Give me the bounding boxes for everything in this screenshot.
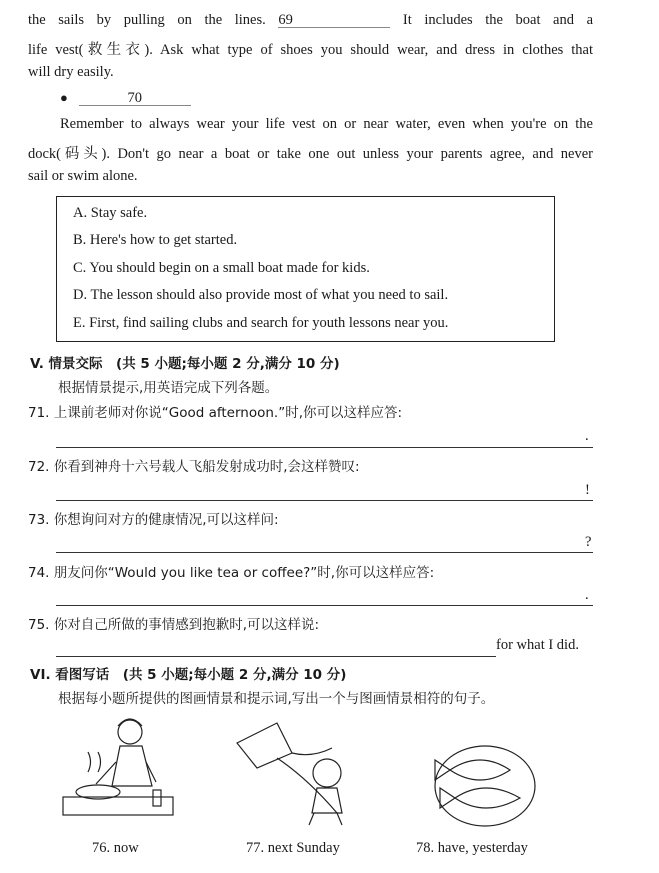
section-6-instruction: 根据每小题所提供的图画情景和提示词,写出一个与图画情景相符的句子。 [58, 691, 495, 707]
end-mark-73: ? [585, 534, 592, 550]
answer-line-74[interactable] [56, 605, 593, 606]
paragraph-line-2: dock(码头). Don't go near a boat or take one out unless your parents agree, and never [28, 146, 593, 162]
answer-line-72[interactable] [56, 500, 593, 501]
bullet-line [60, 90, 191, 107]
end-text-75: for what I did. [496, 637, 579, 653]
caption-78: 78. have, yesterday [416, 840, 528, 856]
section-5-instruction: 根据情景提示,用英语完成下列各题。 [58, 380, 279, 396]
blank-69: 69 [278, 13, 390, 28]
question-73: 73. 你想询问对方的健康情况,可以这样问: [28, 512, 279, 528]
section-6-title: VI. 看图写话 (共 5 小题;每小题 2 分,满分 10 分) [30, 667, 347, 683]
answer-line-73[interactable] [56, 552, 593, 553]
paragraph-line-1: Remember to always wear your life vest on or near water, even when you're on the [60, 116, 593, 132]
passage-line-3: will dry easily. [28, 64, 114, 80]
caption-76: 76. now [92, 840, 139, 856]
text: the sails by pulling on the lines. [28, 12, 266, 28]
kite-picture [232, 718, 362, 830]
option-b: B. Here's how to get started. [73, 232, 238, 248]
question-75: 75. 你对自己所做的事情感到抱歉时,可以这样说: [28, 617, 320, 633]
paragraph-line-3: sail or swim alone. [28, 168, 138, 184]
answer-line-75[interactable] [56, 656, 496, 657]
option-c: C. You should begin on a small boat made for kids. [73, 260, 370, 276]
question-71: 71. 上课前老师对你说“Good afternoon.”时,你可以这样应答: [28, 405, 403, 421]
passage-line-2: life vest(救生衣). Ask what type of shoes you should wear, and dress in clothes that [28, 42, 593, 58]
answer-line-71[interactable] [56, 447, 593, 448]
bullet-icon: ● [60, 90, 68, 105]
options-box [56, 196, 555, 342]
cooking-picture [58, 712, 178, 834]
end-mark-74: . [585, 587, 589, 603]
option-e: E. First, find sailing clubs and search for youth lessons near you. [73, 315, 449, 331]
question-72: 72. 你看到神舟十六号载人飞船发射成功时,会这样赞叹: [28, 459, 360, 475]
caption-77: 77. next Sunday [246, 840, 340, 856]
option-a: A. Stay safe. [73, 205, 148, 221]
end-mark-72: ! [585, 482, 590, 498]
blank-70: 70 [79, 91, 191, 106]
passage-line-1 [28, 12, 593, 29]
fish-picture [430, 740, 540, 832]
option-d: D. The lesson should also provide most of what you need to sail. [73, 287, 449, 303]
end-mark-71: . [585, 428, 589, 444]
question-74: 74. 朋友问你“Would you like tea or coffee?”时,你可以这样应答: [28, 565, 435, 581]
text: It includes the boat and a [402, 12, 594, 28]
section-5-title: V. 情景交际 (共 5 小题;每小题 2 分,满分 10 分) [30, 356, 340, 372]
